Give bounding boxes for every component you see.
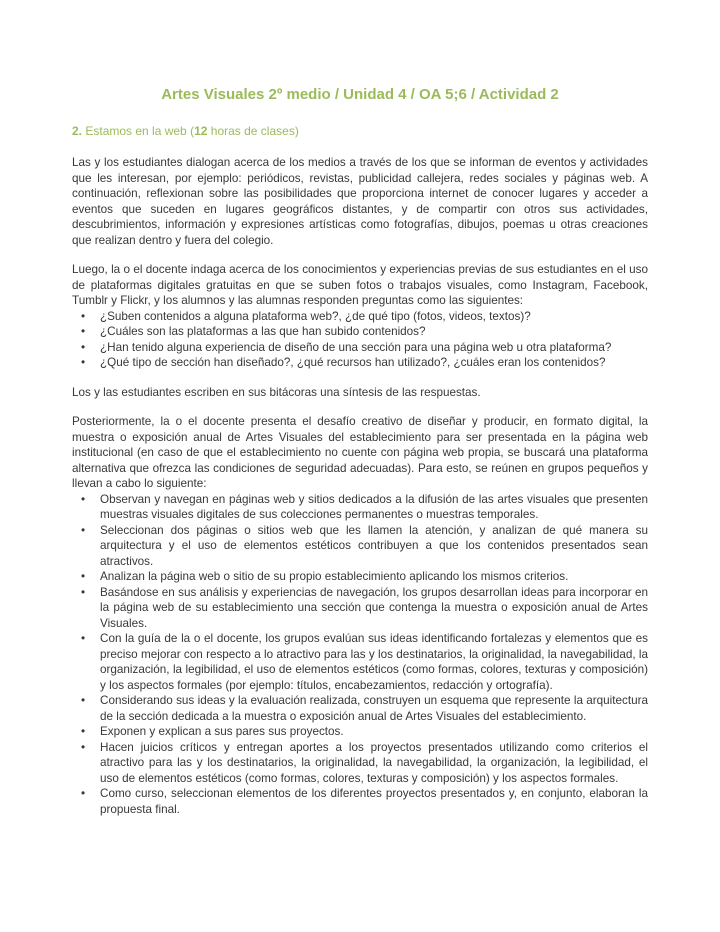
step-item: [72, 786, 648, 817]
bullet-icon: [72, 523, 100, 570]
question-item: [72, 324, 648, 340]
paragraph-synthesis: Los y las estudiantes escriben en sus bitácoras una síntesis de las respuestas.: [72, 385, 481, 399]
question-item: [72, 355, 648, 371]
bullet-icon: [72, 492, 100, 523]
step-item: [72, 585, 648, 632]
bullet-icon: [72, 309, 100, 325]
bullet-icon: [72, 786, 100, 817]
bullet-icon: [72, 693, 100, 724]
activity-title-suffix: horas de clases): [207, 124, 299, 138]
activity-heading: [72, 124, 648, 138]
paragraph-challenge: Posteriormente, la o el docente presenta el desafío creativo de diseñar y producir, en formato digital, la muestra o exposición anual de Artes Visuales del establecimiento para ser presentada en la página web institucional (en caso de que el establecimiento no cuente con página web propia, se buscará una plataforma alternativa que ofrezca las condiciones de seguridad adecuadas). Para esto, se reúnen en grupos pequeños y llevan a cabo lo siguiente:: [72, 415, 648, 490]
question-text: ¿Suben contenidos a alguna plataforma web?, ¿de qué tipo (fotos, videos, textos)?: [100, 309, 531, 323]
question-text: ¿Han tenido alguna experiencia de diseño de una sección para una página web u otra plataforma?: [100, 340, 612, 354]
step-item: [72, 523, 648, 570]
bullet-icon: [72, 724, 100, 740]
step-text: Hacen juicios críticos y entregan aportes a los proyectos presentados utilizando como criterios el atractivo para las y los destinatarios, la originalidad, la navegabilidad, la organización, la legibilidad, el uso de elementos estéticos (como formas, colores, texturas y composición) y los aspectos formales.: [100, 740, 648, 785]
paragraph-previous-knowledge: Luego, la o el docente indaga acerca de los conocimientos y experiencias previas de sus estudiantes en el uso de plataformas digitales gratuitas en que se suben fotos o trabajos visuales, como Instagram, Facebook, Tumblr y Flickr, y los alumnos y las alumnas responden preguntas como las siguientes:: [72, 263, 648, 307]
bullet-icon: [72, 355, 100, 371]
step-item: [72, 569, 648, 585]
step-text: Con la guía de la o el docente, los grupos evalúan sus ideas identificando fortalezas y elementos que es preciso mejorar con respecto a lo atractivo para las y los destinatarios, la originalidad, la navegabilidad, la organización, la legibilidad, el uso de elementos estéticos (como formas, colores, texturas y composición) y los aspectos formales (por ejemplo: títulos, encabezamientos, redacción y ortografía).: [100, 632, 648, 692]
activity-number: 2.: [72, 124, 83, 138]
bullet-icon: [72, 569, 100, 585]
question-text: ¿Qué tipo de sección han diseñado?, ¿qué recursos han utilizado?, ¿cuáles eran los contenidos?: [100, 356, 606, 369]
paragraph-intro: Las y los estudiantes dialogan acerca de los medios a través de los que se informan de eventos y actividades que les interesan, por ejemplo: periódicos, revistas, publicidad callejera, redes sociales y páginas web. A continuación, reflexionan sobre las posibilidades que proporciona internet de conocer lugares y acceder a eventos que suceden en lugares geográficos distantes, y de compartir con otros sus actividades, descubrimientos, información y expresiones artísticas como fotografías, dibujos, poemas u otras creaciones que realizan dentro y fuera del colegio.: [72, 156, 648, 247]
question-text: ¿Cuáles son las plataformas a las que han subido contenidos?: [100, 325, 426, 338]
page-title: Artes Visuales 2º medio / Unidad 4 / OA 5;6 / Actividad 2: [161, 86, 559, 103]
question-list: [72, 309, 648, 371]
question-item: [72, 340, 648, 356]
activity-title-text: Estamos en la web (: [82, 124, 195, 138]
step-text: Como curso, seleccionan elementos de los diferentes proyectos presentados y, en conjunto, elaboran la propuesta final.: [100, 787, 648, 816]
step-list: [72, 492, 648, 818]
activity-hours: 12: [194, 124, 208, 138]
step-item: [72, 740, 648, 787]
bullet-icon: [72, 585, 100, 632]
step-text: Observan y navegan en páginas web y sitios dedicados a la difusión de las artes visuales que presenten muestras visuales digitales de sus colecciones permanentes o muestras temporales.: [100, 492, 648, 521]
step-item: [72, 492, 648, 523]
step-text: Considerando sus ideas y la evaluación realizada, construyen un esquema que represente la arquitectura de la sección dedicada a la muestra o exposición anual de Artes Visuales del establecimiento.: [100, 694, 648, 723]
step-item: [72, 724, 648, 740]
step-text: Analizan la página web o sitio de su propio establecimiento aplicando los mismos criterios.: [100, 570, 569, 583]
step-item: [72, 693, 648, 724]
step-text: Basándose en sus análisis y experiencias de navegación, los grupos desarrollan ideas para incorporar en la página web de su establecimiento una sección que contenga la muestra o exposición anual de Artes Visuales.: [100, 585, 648, 630]
bullet-icon: [72, 631, 100, 693]
bullet-icon: [72, 340, 100, 356]
step-text: Seleccionan dos páginas o sitios web que les llamen la atención, y analizan de qué manera su arquitectura y el uso de elementos estéticos contribuyen a que los contenidos presentados sean atractivos.: [100, 523, 648, 568]
bullet-icon: [72, 324, 100, 340]
question-item: [72, 309, 648, 325]
step-text: Exponen y explican a sus pares sus proyectos.: [100, 725, 344, 738]
bullet-icon: [72, 740, 100, 787]
step-item: [72, 631, 648, 693]
